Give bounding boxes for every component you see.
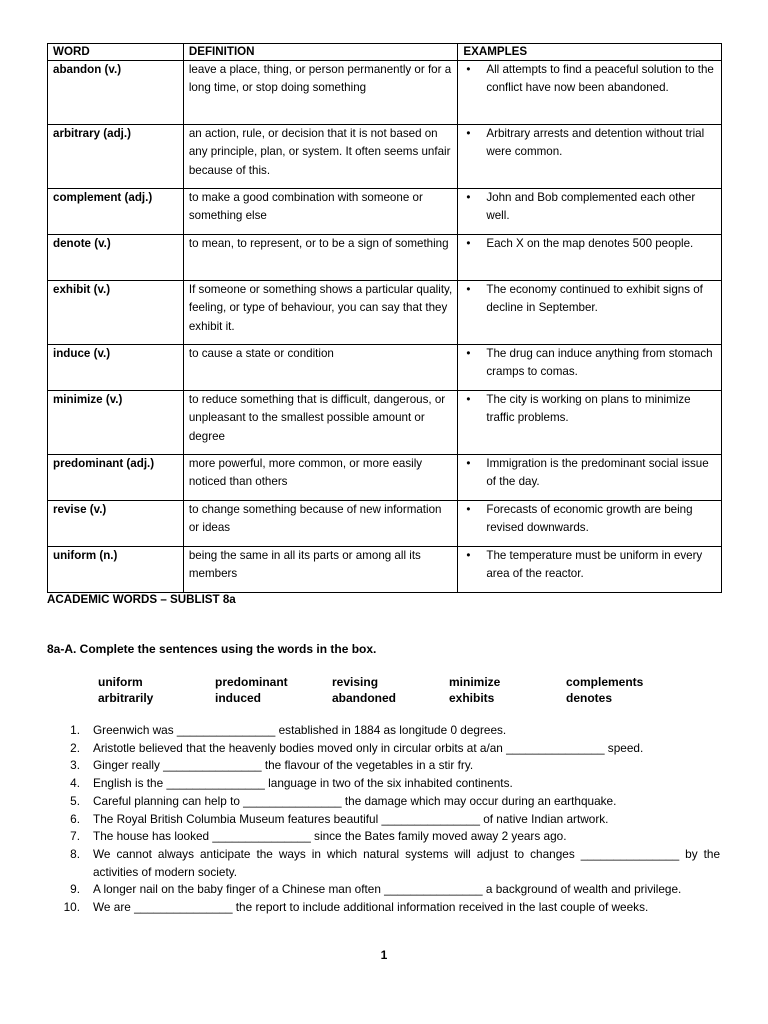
sentence-number: 7. bbox=[70, 829, 80, 844]
word-box-item: abandoned bbox=[332, 691, 397, 705]
sentence-text: Careful planning can help to _______________ the damage which may occur during an earthquake. bbox=[93, 793, 617, 808]
sentence-number: 5. bbox=[70, 793, 80, 808]
row-word: exhibit (v.) bbox=[48, 281, 184, 345]
row-example bbox=[458, 235, 722, 281]
row-definition: to cause a state or condition bbox=[183, 345, 458, 391]
sentence-text: We cannot always anticipate the ways in which natural systems will adjust to changes _______________ by the activities of modern society. bbox=[93, 846, 720, 879]
example-text: The city is working on plans to minimize traffic problems. bbox=[486, 393, 691, 425]
example-text: Forecasts of economic growth are being revised downwards. bbox=[486, 503, 693, 535]
row-example bbox=[458, 189, 722, 235]
word-box-item: exhibits bbox=[449, 691, 495, 705]
table-header-row bbox=[48, 44, 722, 61]
list-item bbox=[60, 775, 720, 793]
sentence-text: Greenwich was _______________ established in 1884 as longitude 0 degrees. bbox=[93, 723, 507, 737]
row-definition: to change something because of new information or ideas bbox=[183, 501, 458, 547]
table-row bbox=[48, 235, 722, 281]
list-item bbox=[60, 757, 720, 775]
row-word: revise (v.) bbox=[48, 501, 184, 547]
table-row bbox=[48, 501, 722, 547]
sentence-number: 10. bbox=[63, 900, 80, 915]
list-item bbox=[60, 828, 720, 846]
sentence-number: 2. bbox=[70, 740, 80, 755]
bullet-icon: • bbox=[466, 347, 471, 360]
list-item bbox=[60, 811, 720, 829]
vocabulary-table bbox=[47, 43, 722, 593]
sentence-number: 3. bbox=[70, 758, 80, 773]
sentence-text: We are _______________ the report to include additional information received in the last couple of weeks. bbox=[93, 900, 649, 915]
bullet-icon: • bbox=[466, 191, 471, 204]
example-text: Immigration is the predominant social issue of the day. bbox=[486, 457, 709, 489]
row-example bbox=[458, 391, 722, 455]
sublist-heading: ACADEMIC WORDS – SUBLIST 8a bbox=[47, 593, 236, 606]
sentence-number: 6. bbox=[70, 811, 80, 826]
row-word: predominant (adj.) bbox=[48, 455, 184, 501]
sentence-text: The house has looked _______________ since the Bates family moved away 2 years ago. bbox=[93, 829, 567, 844]
table-row bbox=[48, 61, 722, 125]
row-word: uniform (n.) bbox=[48, 547, 184, 593]
row-example bbox=[458, 501, 722, 547]
example-text: Each X on the map denotes 500 people. bbox=[486, 237, 694, 250]
list-item bbox=[60, 899, 720, 917]
sentence-text: Ginger really _______________ the flavour of the vegetables in a stir fry. bbox=[93, 758, 474, 773]
table-row bbox=[48, 391, 722, 455]
header-definition: DEFINITION bbox=[183, 44, 458, 61]
page-number: 1 bbox=[380, 948, 388, 962]
sentence-text: Aristotle believed that the heavenly bodies moved only in circular orbits at a/an _______________ speed. bbox=[93, 740, 644, 755]
row-definition: leave a place, thing, or person permanently or for a long time, or stop doing something bbox=[183, 61, 458, 125]
row-word: complement (adj.) bbox=[48, 189, 184, 235]
sentence-text: English is the _______________ language in two of the six inhabited continents. bbox=[93, 776, 513, 791]
word-box-item: minimize bbox=[449, 675, 501, 689]
list-item bbox=[60, 881, 720, 899]
sentence-text: The Royal British Columbia Museum features beautiful _______________ of native Indian artwork. bbox=[93, 811, 609, 826]
example-text: The economy continued to exhibit signs of decline in September. bbox=[486, 283, 703, 315]
word-box-item: arbitrarily bbox=[98, 691, 154, 705]
word-box-item: complements bbox=[566, 675, 644, 689]
word-box-item: induced bbox=[215, 691, 262, 705]
row-word: abandon (v.) bbox=[48, 61, 184, 125]
exercise-sentences bbox=[60, 722, 720, 917]
table-row bbox=[48, 125, 722, 189]
row-word: minimize (v.) bbox=[48, 391, 184, 455]
row-definition: to mean, to represent, or to be a sign of something bbox=[183, 235, 458, 281]
row-definition: to reduce something that is difficult, dangerous, or unpleasant to the smallest possible amount or degree bbox=[183, 391, 458, 455]
bullet-icon: • bbox=[466, 127, 471, 140]
table-row bbox=[48, 345, 722, 391]
sentence-number: 4. bbox=[70, 776, 80, 791]
bullet-icon: • bbox=[466, 503, 471, 516]
list-item bbox=[60, 846, 720, 881]
example-text: The drug can induce anything from stomach cramps to comas. bbox=[486, 347, 713, 379]
table-row bbox=[48, 189, 722, 235]
row-word: arbitrary (adj.) bbox=[48, 125, 184, 189]
example-text: Arbitrary arrests and detention without trial were common. bbox=[486, 127, 705, 159]
row-definition: to make a good combination with someone or something else bbox=[183, 189, 458, 235]
header-word: WORD bbox=[48, 44, 184, 61]
bullet-icon: • bbox=[466, 457, 471, 470]
header-examples: EXAMPLES bbox=[458, 44, 722, 61]
list-item bbox=[60, 793, 720, 811]
row-example bbox=[458, 455, 722, 501]
row-example bbox=[458, 345, 722, 391]
bullet-icon: • bbox=[466, 393, 471, 406]
bullet-icon: • bbox=[466, 283, 471, 296]
bullet-icon: • bbox=[466, 549, 471, 562]
example-text: John and Bob complemented each other well. bbox=[486, 191, 696, 223]
sentence-number: 1. bbox=[70, 723, 80, 737]
bullet-icon: • bbox=[466, 63, 471, 76]
list-item bbox=[60, 740, 720, 758]
word-box-item: uniform bbox=[98, 675, 143, 689]
row-definition: If someone or something shows a particular quality, feeling, or type of behaviour, you can say that they exhibit it. bbox=[183, 281, 458, 345]
sentence-number: 9. bbox=[70, 882, 80, 897]
row-example bbox=[458, 125, 722, 189]
bullet-icon: • bbox=[466, 237, 471, 250]
row-word: induce (v.) bbox=[48, 345, 184, 391]
sentence-number: 8. bbox=[70, 846, 80, 861]
row-definition: more powerful, more common, or more easily noticed than others bbox=[183, 455, 458, 501]
word-box-item: predominant bbox=[215, 675, 288, 689]
row-example bbox=[458, 547, 722, 593]
example-text: All attempts to find a peaceful solution to the conflict have now been abandoned. bbox=[486, 63, 714, 95]
table-row bbox=[48, 455, 722, 501]
word-box-item: denotes bbox=[566, 691, 613, 705]
sentence-text: A longer nail on the baby finger of a Chinese man often _______________ a background of wealth and privilege. bbox=[93, 882, 682, 897]
exercise-instruction: 8a-A. Complete the sentences using the words in the box. bbox=[47, 642, 377, 656]
table-row bbox=[48, 547, 722, 593]
word-box-item: revising bbox=[332, 675, 379, 689]
word-box bbox=[98, 674, 688, 706]
row-definition: an action, rule, or decision that it is not based on any principle, plan, or system. It often seems unfair because of this. bbox=[183, 125, 458, 189]
list-item bbox=[60, 722, 720, 740]
row-word: denote (v.) bbox=[48, 235, 184, 281]
row-example bbox=[458, 281, 722, 345]
table-row bbox=[48, 281, 722, 345]
row-example bbox=[458, 61, 722, 125]
row-definition: being the same in all its parts or among all its members bbox=[183, 547, 458, 593]
example-text: The temperature must be uniform in every area of the reactor. bbox=[486, 549, 703, 581]
